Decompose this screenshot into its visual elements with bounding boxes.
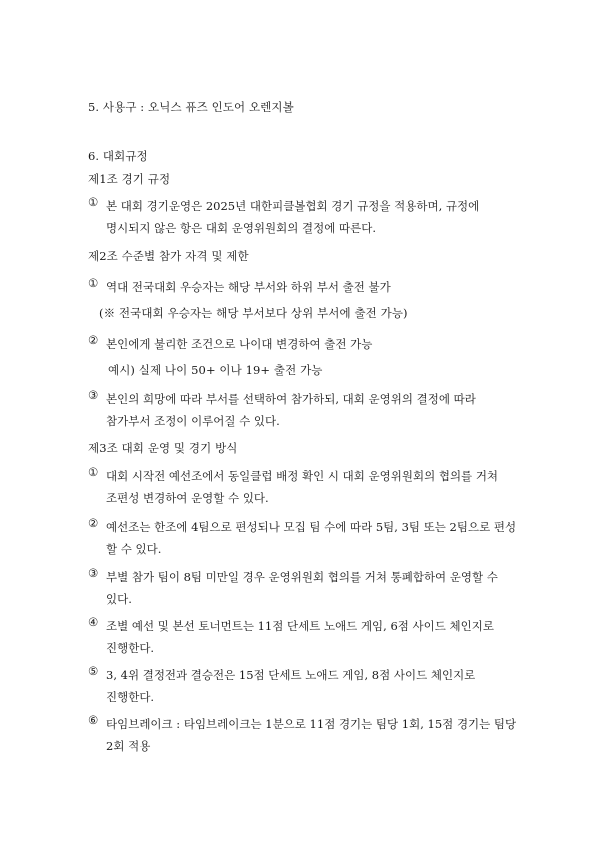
item-text: 본 대회 경기운영은 2025년 대한피클볼협회 경기 규정을 적용하며, 규정에 명시되지 않은 항은 대회 운영위원회의 결정에 따른다. — [106, 199, 480, 235]
item-number: ③ — [88, 566, 99, 580]
article2-note-1: (※ 전국대회 우승자는 해당 부서보다 상위 부서에 출전 가능) — [99, 306, 408, 320]
item-number: ⑤ — [88, 664, 99, 678]
item-number: ① — [88, 276, 99, 290]
item-text: 본인에게 불리한 조건으로 나이대 변경하여 출전 가능 — [106, 337, 373, 351]
article2-item-3 — [88, 388, 518, 432]
item-number: ① — [88, 465, 99, 479]
article3-item-5 — [88, 664, 518, 708]
item-text: 타임브레이크 : 타임브레이크는 1분으로 11점 경기는 팀당 1회, 15점 경기는 팀당 2회 적용 — [106, 717, 517, 753]
item-text: 예선조는 한조에 4팀으로 편성되나 모집 팀 수에 따라 5팀, 3팀 또는 2팀으로 편성 할 수 있다. — [106, 520, 517, 556]
item-text: 3, 4위 결정전과 결승전은 15점 단세트 노애드 게임, 8점 사이드 체인지로 진행한다. — [106, 668, 476, 704]
equipment-line: 5. 사용구 : 오닉스 퓨즈 인도어 오렌지볼 — [88, 100, 294, 114]
item-text: 역대 전국대회 우승자는 해당 부서와 하위 부서 출전 불가 — [106, 280, 391, 294]
article2-item-1 — [88, 276, 518, 298]
article1-title: 제1조 경기 규정 — [88, 172, 171, 186]
article3-item-2 — [88, 516, 518, 560]
item-number: ③ — [88, 388, 99, 402]
article3-title: 제3조 대회 운영 및 경기 방식 — [88, 441, 238, 455]
item-text: 본인의 희망에 따라 부서를 선택하여 참가하되, 대회 운영위의 결정에 따라 참가부서 조정이 이루어질 수 있다. — [106, 392, 476, 428]
item-number: ② — [88, 333, 99, 347]
article1-item-1 — [88, 195, 518, 239]
article2-title: 제2조 수준별 참가 자격 및 제한 — [88, 249, 249, 263]
article2-item-2 — [88, 333, 518, 355]
article3-item-3 — [88, 566, 518, 610]
article3-item-4 — [88, 615, 518, 659]
item-text: 조별 예선 및 본선 토너먼트는 11점 단세트 노애드 게임, 6점 사이드 체인지로 진행한다. — [106, 619, 494, 655]
item-number: ④ — [88, 615, 99, 629]
article3-item-6 — [88, 713, 518, 757]
section-title: 6. 대회규정 — [88, 149, 148, 163]
item-text: 대회 시작전 예선조에서 동일클럽 배정 확인 시 대회 운영위원회의 협의를 거쳐 조편성 변경하여 운영할 수 있다. — [106, 469, 499, 505]
article3-item-1 — [88, 465, 518, 509]
item-text: 부별 참가 팀이 8팀 미만일 경우 운영위원회 협의를 거쳐 통폐합하여 운영할 수 있다. — [106, 570, 498, 606]
item-number: ① — [88, 195, 99, 209]
item-number: ② — [88, 516, 99, 530]
article2-note-2: 예시) 실제 나이 50+ 이나 19+ 출전 가능 — [108, 363, 323, 377]
item-number: ⑥ — [88, 713, 99, 727]
